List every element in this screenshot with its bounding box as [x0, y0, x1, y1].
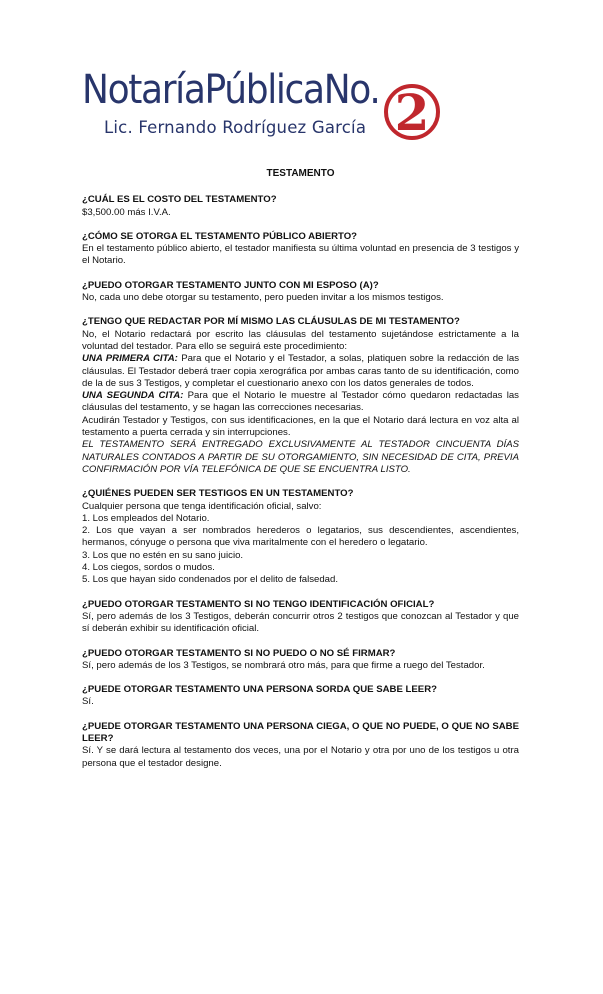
question: ¿PUEDO OTORGAR TESTAMENTO SI NO TENGO IDENTIFICACIÓN OFICIAL? [82, 598, 435, 610]
first-appointment-text: Para que el Notario y el Testador, a solas, platiquen sobre la redacción de las cláusulas. El Testador deberá traer copia xerográfica por ambas caras tanto de su identificación, como de la de sus 3 Testigos, y completar el cuestionario anexo con los datos generales de todos. [82, 353, 519, 389]
answer: Sí. [82, 696, 94, 708]
document-body [82, 168, 519, 782]
second-appointment-label: UNA SEGUNDA CITA: [82, 390, 184, 402]
answer: Cualquier persona que tenga identificación oficial, salvo: [82, 500, 322, 512]
answer: $3,500.00 más I.V.A. [82, 206, 171, 218]
list-item: 3. Los que no estén en su sano juicio. [82, 549, 244, 561]
question: ¿PUEDO OTORGAR TESTAMENTO SI NO PUEDO O NO SÉ FIRMAR? [82, 647, 396, 659]
document-title: TESTAMENTO [266, 168, 335, 179]
answer: No, cada uno debe otorgar su testamento, pero pueden invitar a los mismos testigos. [82, 292, 444, 304]
faq-how [82, 231, 519, 268]
logo-word-no: No. [323, 67, 380, 113]
question: ¿PUEDO OTORGAR TESTAMENTO JUNTO CON MI ESPOSO (A)? [82, 279, 379, 291]
question: ¿PUEDE OTORGAR TESTAMENTO UNA PERSONA CIEGA, O QUE NO PUEDE, O QUE NO SABE LEER? [82, 720, 519, 744]
list-item: 2. Los que vayan a ser nombrados herederos o legatarios, sus descendientes, ascendientes, hermanos, cónyuge o persona que viva maritalmente con el heredero o legatario. [82, 525, 519, 549]
delivery-note: EL TESTAMENTO SERÁ ENTREGADO EXCLUSIVAMENTE AL TESTADOR CINCUENTA DÍAS NATURALES CONTADOS A PARTIR DE SU OTORGAMIENTO, SIN NECESIDAD DE CITA, PREVIA CONFIRMACIÓN POR VÍA TELEFÓNICA DE QUE SE ENCUENTRA LISTO. [82, 439, 519, 475]
answer: Sí, pero además de los 3 Testigos, deberán concurrir otros 2 testigos que conozcan al Testador y que sí deberán exhibir su identificación oficial. [82, 610, 519, 635]
question: ¿CÓMO SE OTORGA EL TESTAMENTO PÚBLICO ABIERTO? [82, 230, 358, 242]
question: ¿CUÁL ES EL COSTO DEL TESTAMENTO? [82, 194, 277, 206]
logo-number-text: 2 [394, 83, 430, 140]
list-item: 4. Los ciegos, sordos o mudos. [82, 562, 215, 574]
logo-word-publica: Pública [204, 67, 324, 113]
question: ¿TENGO QUE REDACTAR POR MÍ MISMO LAS CLÁUSULAS DE MI TESTAMENTO? [82, 316, 460, 328]
faq-no-sign [82, 648, 519, 673]
first-appointment-label: UNA PRIMERA CITA: [82, 353, 178, 365]
faq-witnesses [82, 488, 519, 586]
first-appointment [82, 353, 519, 390]
faq-deaf [82, 684, 519, 709]
faq-clauses [82, 316, 519, 476]
notaria-logo [82, 67, 442, 145]
faq-joint [82, 280, 519, 305]
answer: Acudirán Testador y Testigos, con sus identificaciones, en la que el Notario dará lectura en voz alta al testamento a puerta cerrada y sin interrupciones. [82, 414, 519, 439]
answer: Sí, pero además de los 3 Testigos, se nombrará otro más, para que firme a ruego del Testador. [82, 659, 485, 671]
second-appointment [82, 390, 519, 415]
question: ¿QUIÉNES PUEDEN SER TESTIGOS EN UN TESTAMENTO? [82, 488, 354, 500]
logo-subtitle: Lic. Fernando Rodríguez García [104, 118, 367, 137]
list-item: 5. Los que hayan sido condenados por el delito de falsedad. [82, 574, 339, 586]
faq-no-id [82, 599, 519, 636]
faq-cost [82, 194, 519, 219]
logo-word-notaria: Notaría [82, 67, 205, 113]
list-item: 1. Los empleados del Notario. [82, 512, 210, 524]
logo-wordmark [82, 67, 380, 113]
answer: No, el Notario redactará por escrito las cláusulas del testamento sujetándose estrictamente a la voluntad del testador. Para ello se seguirá este procedimiento: [82, 328, 519, 352]
second-appointment-text: Para que el Notario le muestre al Testador cómo quedaron redactadas las cláusulas del testamento, y se hagan las correcciones necesarias. [82, 390, 519, 414]
logo-number-2 [382, 78, 444, 140]
question: ¿PUEDE OTORGAR TESTAMENTO UNA PERSONA SORDA QUE SABE LEER? [82, 684, 437, 696]
answer: Sí. Y se dará lectura al testamento dos veces, una por el Notario y otra por uno de los testigos u otra persona que el testador designe. [82, 745, 519, 769]
answer: En el testamento público abierto, el testador manifiesta su última voluntad en presencia de 3 testigos y el Notario. [82, 243, 519, 267]
faq-blind [82, 721, 519, 770]
